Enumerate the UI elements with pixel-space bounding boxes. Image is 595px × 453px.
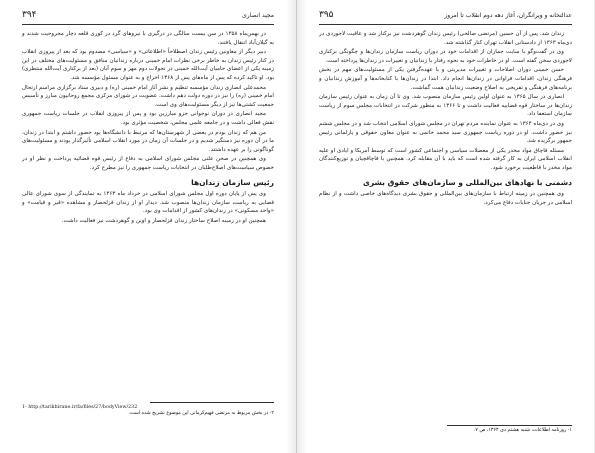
header-rule [22, 24, 274, 25]
footnotes [22, 405, 274, 418]
paragraph: من هم که زندان بودم در بعضی از شهرستان‌ها که مرتبط با دانشگاه‌ها بود حضور داشتم و ابتدا در زندان، ما در آن دوره نیز دستگیر شدیم و در جلسات آن زمان در مورد انقلاب اسلامی تأثیرگذار بودند و مسئولیت‌های گوناگونی را بر عهده داشتند. [22, 129, 274, 153]
paragraph: وی همچنین در زمینه ارتباط با سازمان‌های بین‌المللی و حقوق بشری دیدگاه‌های خاصی داشت و از نظام اسلامی در جریان جنایات دفاع می‌کرد. [319, 191, 572, 206]
left-page [0, 0, 297, 453]
header-rule [319, 24, 572, 25]
paragraph: وی در دی‌ماه ۱۳۶۴ به عنوان نماینده مردم تهران در مجلس شورای اسلامی انتخاب شد و در مجلس ششم نیز حضور داشت. او در دوره ریاست جمهوری سید محمد خاتمی به عنوان معاون حقوقی و پارلمانی رئیس جمهور برگزیده شد. [319, 120, 572, 145]
page-body [22, 30, 274, 226]
page-number: ۳۹۵ [319, 10, 334, 20]
section-heading: رئیس سازمان زندان‌ها [191, 177, 274, 187]
paragraph: وی همچنین در صحن علنی مجلس شورای اسلامی به دفاع از رئیس قوه قضائیه پرداخت و نظر او در خصوص سیاست‌های اصلاح‌طلبان در انتخابات ریاست جمهوری را نیز مطرح کرد. [22, 156, 274, 171]
footnote: ۱- روزنامه اطلاعات، شنبه هشتم دی ۱۳۶۴، ص ۷. [473, 428, 572, 433]
section-heading: دشمنی با نهادهای بین‌المللی و سازمان‌های حقوق بشری [362, 177, 572, 187]
paragraph: مسئله قاچاق مواد مخدر یکی از معضلات سیاسی و اجتماعی کشور است که توسط آمریکا و ایادی او علیه انقلاب اسلامی ایران به کار گرفته شده است که باید با آن مقابله کرد. همچنین با قاچاقچیان و توزیع‌کنندگان مواد مخدر با قاطعیت برخورد شود. [319, 147, 572, 171]
paragraph: حسن خمینی دوران اصلاحات و تغییرات مدیریتی و با عهده‌گرفتن یکی از مسئولیت‌های مهم در بخش فرهنگی زندان، اقدامات فراوانی در زندان‌ها انجام داد. ابتدا در زندان‌ها با کتابخانه‌ها و آموزش زندانیان و برنامه‌های فرهنگی و تفریحی به اصلاح وضعیت زندانیان همت گماشت. [319, 67, 572, 91]
paragraph: مجید انصاری در دوران نوجوانی جزو مبارزین بود و پس از پیروزی انقلاب در جلسات ریاست جمهوری نقش فعالی داشت و در جامعه علمی مجلس، شخصیت مؤثری بود. [22, 111, 274, 126]
running-header: مجید انصاری [242, 11, 274, 19]
paragraph: انصاری در سال ۱۳۶۵ به عنوان اولین رئیس سازمان منصوب شد. وی تا آن زمان به عنوان رئیس سازمان زندان‌ها در ساختار قوه قضاییه فعالیت داشت و تا ۱۳۶۶ به منظور شرکت در انتخابات مجلس سوم از ریاست سازمان استعفا داد. [319, 94, 573, 118]
gutter-shadow [297, 0, 307, 453]
paragraph: دبیر دیگر از معاونین رئیس زندان اصطلاحاً «اطلاعاتی» و «سیاسی» مصدوم بود که بعد از پیروزی انقلاب در کنار رئیس زندان به خاطر برخی نظرات امام خمینی درباره زندانیان منافق و مسئولیت‌های مختلف در این زمینه یکی از اعضای حامیان آیت‌الله خمینی در تحولات دوم مهر و سوم آبان (بعد از برکناری آیت‌الله منتظری) بود. او تاکید کرده که پس از ماه‌های پس از ۱۳۶۸ اخراج و به عنوان مسئول مؤسسه شد. [22, 49, 274, 81]
running-header: عدالتخانه و ویرانگران، آغاز دهه دوم انقلاب تا امروز [444, 11, 572, 19]
page-header [319, 8, 572, 22]
right-page [297, 0, 594, 453]
footnote-rule [447, 425, 572, 426]
page-body [319, 30, 572, 208]
paragraph: همچنین او در زمینه اصلاح ساختار زندان قزلحصار و اوین و گوهردشت نیز فعالیت داشت. [61, 217, 266, 224]
paragraph: وی در گفت‌وگو با سایت جماران از اقدامات خود در دوران ریاست سازمان زندان‌ها و چگونگی برکناری لاجوردی سخن گفته است. او در خاطرات خود به نحوه رفتار با زندانیان و تغییرات در زندان‌ها پرداخته است. [319, 49, 572, 64]
footnotes [319, 428, 572, 434]
paragraph: زندان شد. پس از آن حسین (مرتضی صالحی) رئیس زندان گوهردشت نیز برکنار شد و عاقبت لاجوردی در دی‌ماه ۱۳۶۳ از دادستانی انقلاب تهران کنار گذاشته شد. [319, 31, 572, 46]
page-header [22, 8, 274, 22]
page-number: ۳۹۴ [22, 10, 37, 20]
footnote: 1- http://tarikhirane.ir/fa/files/27/bodyView/232 [22, 405, 138, 410]
footnote: ۲- در بخش مربوط به مرتضی فهیم‌کرمانی این موضوع تشریح شده است. [128, 411, 274, 417]
paragraph: در بهمن‌ماه ۱۳۵۸ در سن بیست سالگی در درگیری با نیروهای گرد در کوری قلعه دچار مجروحیت شدند و به گیلان‌آباد انتقال یافتند. [22, 31, 274, 46]
paragraph: محمدعلی انصاری زندان مؤسسه تنظیم و نشر آثار امام خمینی (ره) و دبیری ستاد برگزاری مراسم ارتحال امام خمینی (ره) را نیز در دوره دولت دهم داشت. عضویت در شورای مرکزی مجمع روحانیون مبارز و تأسیس جمعیت کشتی‌ها نیز از دیگر مسئولیت‌های وی است. [22, 84, 274, 108]
paragraph: وی پس از پایان دوره اول مجلس شورای اسلامی در خرداد ماه ۱۳۶۳ به نمایندگی از سوی شورای عالی قضایی به ریاست سازمان زندان‌ها منصوب شد. دیدار او از زندان قزلحصار و مشاهده «قیر و قیامت» و «واحد مسکونی» در زندان‌های کشور از اقدامات وی بود. [22, 191, 274, 215]
footnote-rule [150, 402, 274, 403]
gutter-shadow [286, 0, 296, 453]
